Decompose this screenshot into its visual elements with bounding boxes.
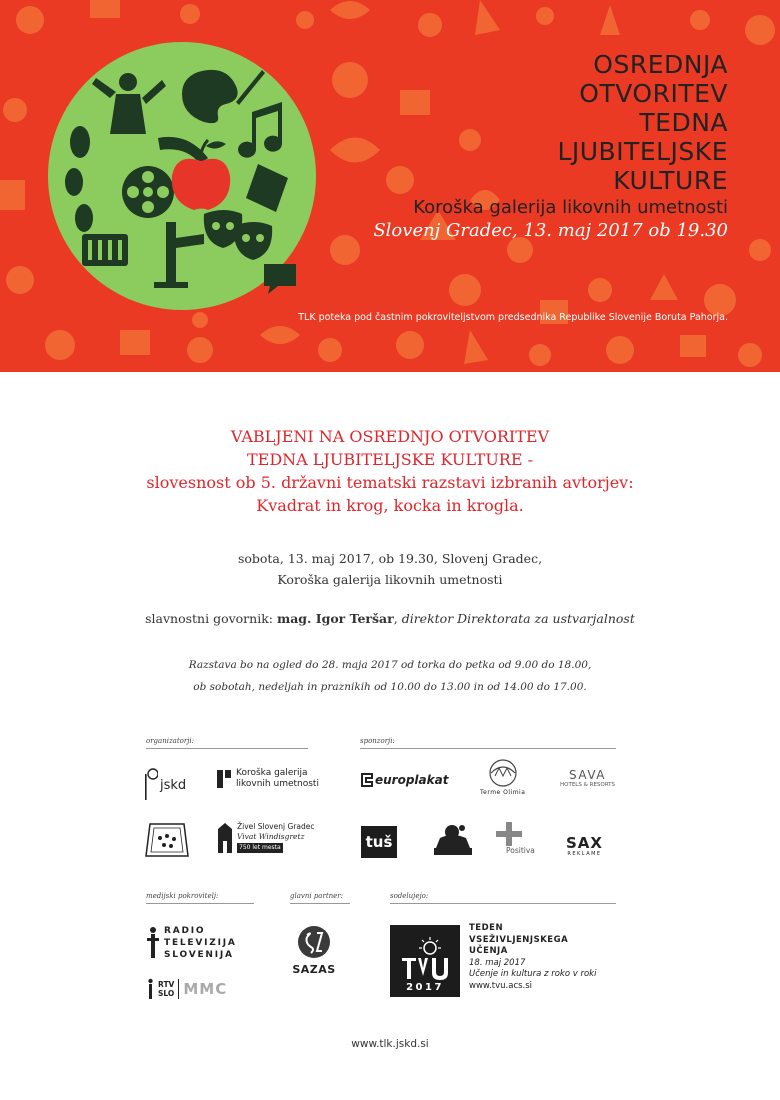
tvu-year: 2017 — [406, 982, 444, 993]
gallery-square-icon — [217, 770, 231, 788]
tus-logo-text: tuš — [365, 833, 393, 851]
organizers-rule — [146, 748, 308, 749]
rtv-short-line-1: RTV — [158, 980, 175, 989]
stamp-emblem-icon — [144, 820, 190, 860]
stamp-emblem-logo — [144, 820, 190, 860]
title-line-3: TEDNA — [639, 108, 728, 137]
tvu-line-2: VSEŽIVLJENJSKEGA — [469, 934, 569, 945]
event-title-block — [373, 50, 728, 241]
sazas-emblem-icon — [297, 925, 331, 959]
sponsors-label: sponzorji: — [360, 737, 395, 745]
tvu-logo — [390, 925, 460, 997]
terme-olimia-logo — [480, 758, 525, 796]
invitation-line-3: slovesnost ob 5. državni tematski razstavi izbranih avtorjev: — [146, 473, 634, 492]
rtv-slovenija-logo — [146, 925, 237, 961]
collaborators-rule — [390, 903, 616, 904]
hours-line-1: Razstava bo na ogled do 28. maja 2017 od torka do petka od 9.00 do 18.00, — [188, 659, 592, 671]
main-partner-rule — [290, 903, 350, 904]
town-tower-icon — [216, 823, 234, 853]
invitation-line-2: TEDNA LJUBITELJSKE KULTURE - — [246, 450, 534, 469]
rtv-figure-icon — [146, 926, 160, 960]
slovenj-gradec-logo — [216, 822, 314, 853]
title-line-2: OTVORITEV — [579, 79, 728, 108]
sax-logo-line-1: SAX — [566, 834, 603, 852]
sg-logo-line-3: 750 let mesta — [239, 844, 281, 851]
speaker-separator: , — [393, 611, 402, 626]
event-when — [0, 548, 780, 590]
sg-logo-line-2: Vivat Windisgretz — [237, 832, 305, 841]
kgl-logo-line-1: Koroška galerija — [236, 768, 308, 778]
rtv-logo-line-1: RADIO — [164, 926, 206, 936]
title-line-5: KULTURE — [613, 166, 728, 195]
sax-logo-line-2: REKLAME — [567, 851, 602, 857]
rtv-divider — [178, 979, 179, 999]
tvu-url[interactable]: www.tvu.acs.si — [469, 980, 533, 991]
kgl-logo-line-2: likovnih umetnosti — [236, 779, 319, 789]
tvu-date: 18. maj 2017 — [469, 957, 526, 968]
invitation-line-1: VABLJENI NA OSREDNJO OTVORITEV — [230, 427, 550, 446]
jskd-mark-icon — [144, 768, 158, 802]
positiva-cross-icon — [496, 822, 522, 846]
rtv-logo-line-3: SLOVENIJA — [164, 950, 234, 960]
speaker-name: mag. Igor Teršar — [276, 611, 394, 626]
rtv-mmc-logo — [146, 978, 227, 1000]
positiva-logo-text: Positiva — [506, 846, 535, 855]
sazas-logo-text: SAZAS — [292, 963, 336, 976]
sava-logo — [560, 768, 615, 788]
hours-line-2: ob sobotah, nedeljah in praznikih od 10.00 do 13.00 in od 14.00 do 17.00. — [193, 681, 587, 693]
grafikum-figure-icon — [432, 822, 474, 858]
patron-note: TLK poteka pod častnim pokroviteljstvom predsednika Republike Slovenije Boruta Pahorja. — [298, 312, 728, 323]
sg-logo-line-1: Živel Slovenj Gradec — [237, 822, 315, 831]
header-banner — [0, 0, 780, 372]
jskd-logo-text: jskd — [160, 777, 187, 793]
rtv-small-figure-icon — [146, 978, 155, 1000]
media-sponsor-label: medijski pokrovitelj: — [146, 892, 219, 900]
sava-logo-line-2: HOTELS & RESORTS — [560, 782, 616, 788]
speaker-label: slavnostni govornik: — [145, 611, 277, 626]
title-line-4: LJUBITELJSKE — [557, 137, 728, 166]
venue-name: Koroška galerija likovnih umetnosti — [413, 197, 728, 218]
positiva-logo — [496, 822, 535, 855]
exhibition-hours — [0, 654, 780, 698]
koroska-galerija-logo — [217, 768, 319, 790]
speaker-line — [0, 611, 780, 626]
terme-logo-text: Terme Olimia — [480, 789, 526, 796]
organizers-label: organizatorji: — [146, 737, 194, 745]
invitation-line-4: Kvadrat in krog, kocka in krogla. — [256, 496, 524, 515]
sponsors-rule — [360, 748, 616, 749]
sava-logo-line-1: SAVA — [569, 768, 606, 782]
title-line-1: OSREDNJA — [593, 50, 728, 79]
terme-arch-icon — [483, 758, 523, 788]
jskd-logo — [144, 765, 200, 805]
grafikum-logo — [432, 822, 474, 858]
tus-logo — [361, 826, 397, 858]
culture-emblem — [48, 42, 316, 310]
tvu-description — [469, 923, 596, 992]
when-line-2: Koroška galerija likovnih umetnosti — [277, 572, 503, 587]
rtv-logo-line-2: TELEVIZIJA — [164, 938, 237, 948]
collaborators-label: sodelujejo: — [390, 892, 429, 900]
website-link[interactable]: www.tlk.jskd.si — [351, 1038, 429, 1050]
invitation-heading — [0, 425, 780, 517]
media-sponsor-rule — [146, 903, 254, 904]
tvu-line-3: UČENJA — [469, 946, 508, 956]
main-partner-label: glavni partner: — [290, 892, 343, 900]
rtv-short-line-2: SLO — [158, 989, 175, 998]
europlakat-logo-text: europlakat — [375, 773, 449, 787]
tvu-slogan: Učenje in kultura z roko v roki — [469, 969, 597, 979]
when-line-1: sobota, 13. maj 2017, ob 19.30, Slovenj Gradec, — [237, 551, 543, 566]
sax-logo — [566, 836, 603, 857]
sazas-logo — [290, 925, 338, 976]
europlakat-mark-icon — [360, 772, 374, 788]
speaker-role: direktor Direktorata za ustvarjalnost — [401, 611, 635, 626]
europlakat-logo — [360, 772, 448, 788]
mmc-logo-text: MMC — [183, 980, 228, 998]
event-date: Slovenj Gradec, 13. maj 2017 ob 19.30 — [373, 220, 728, 241]
tvu-sun-icon — [396, 936, 454, 982]
tvu-line-1: TEDEN — [469, 923, 504, 933]
